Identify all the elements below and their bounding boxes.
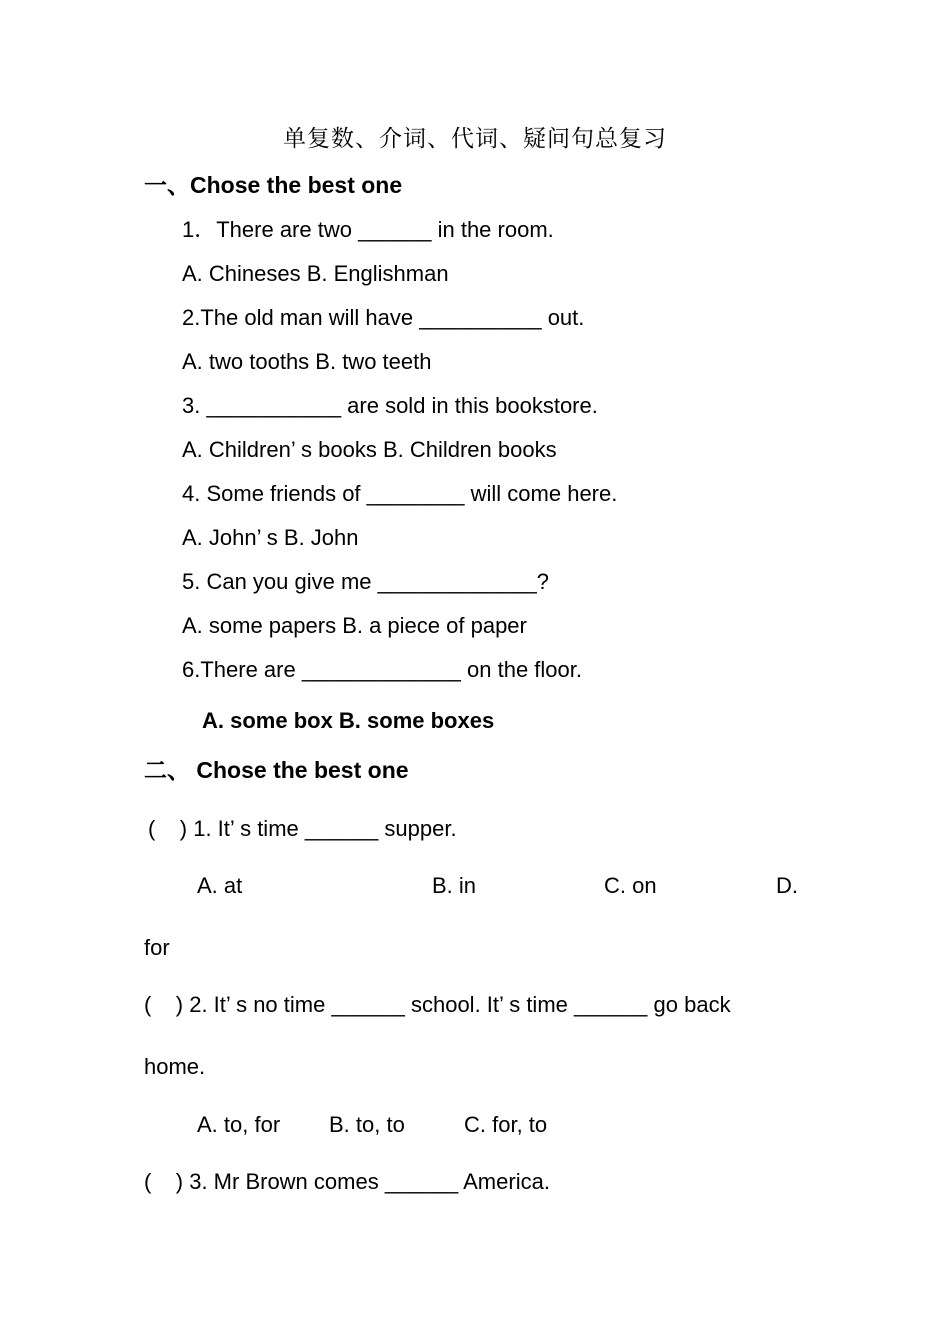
s2-question-2: ( ) 2. It’ s no time ______ school. It’ s time ______ go back: [144, 992, 731, 1017]
question-3-options: A. Children’ s books B. Children books: [182, 437, 557, 462]
question-1: 1．There are two ______ in the room.: [182, 217, 554, 242]
s2-question-2-option-b: B. to, to: [329, 1112, 405, 1137]
s2-question-1-option-b: B. in: [432, 873, 477, 898]
question-6-options: A. some box B. some boxes: [202, 708, 495, 733]
s2-question-1-option-d: D.: [776, 873, 798, 898]
s2-question-1-option-d-wrap: for: [144, 935, 170, 960]
question-3: 3. ___________ are sold in this bookstore.: [182, 393, 598, 418]
section2-heading: 二、 Chose the best one: [144, 757, 409, 783]
question-4: 4. Some friends of ________ will come here.: [182, 481, 618, 506]
s2-question-2-option-a: A. to, for: [197, 1112, 281, 1137]
question-5: 5. Can you give me _____________?: [182, 569, 549, 594]
s2-question-2-option-c: C. for, to: [464, 1112, 548, 1137]
question-2-options: A. two tooths B. two teeth: [182, 349, 432, 374]
s2-question-2-wrap: home.: [144, 1054, 206, 1079]
question-6: 6.There are _____________ on the floor.: [182, 657, 582, 682]
section1-heading: 一、Chose the best one: [144, 172, 403, 198]
question-5-options: A. some papers B. a piece of paper: [182, 613, 527, 638]
question-2: 2.The old man will have __________ out.: [182, 305, 585, 330]
question-4-options: A. John’ s B. John: [182, 525, 359, 550]
s2-question-1-option-c: C. on: [604, 873, 657, 898]
question-1-options: A. Chineses B. Englishman: [182, 261, 449, 286]
s2-question-3: ( ) 3. Mr Brown comes ______ America.: [144, 1169, 550, 1194]
s2-question-1: ( ) 1. It’ s time ______ supper.: [148, 816, 457, 841]
s2-question-1-option-a: A. at: [197, 873, 243, 898]
page-title: 单复数、介词、代词、疑问句总复习: [283, 126, 667, 152]
